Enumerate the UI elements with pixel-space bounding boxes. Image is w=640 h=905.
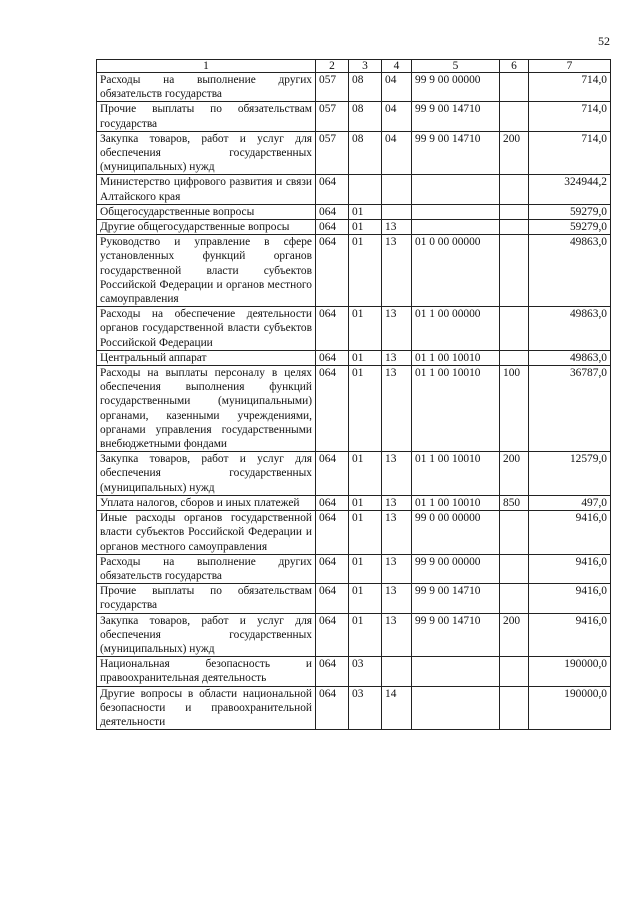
ministry-code-cell: 064 bbox=[316, 686, 349, 730]
ministry-code-cell: 064 bbox=[316, 554, 349, 583]
subsection-code-cell: 13 bbox=[382, 307, 412, 351]
expense-type-cell: 850 bbox=[500, 495, 529, 510]
section-code-cell: 08 bbox=[349, 73, 382, 102]
amount-cell: 49863,0 bbox=[529, 235, 611, 307]
expense-type-cell: 200 bbox=[500, 613, 529, 657]
ministry-code-cell: 064 bbox=[316, 350, 349, 365]
row-name-cell: Расходы на обеспечение деятельности органов государственной власти субъектов Российской Федерации bbox=[97, 307, 316, 351]
amount-cell: 714,0 bbox=[529, 102, 611, 131]
amount-cell: 9416,0 bbox=[529, 613, 611, 657]
target-article-cell bbox=[412, 204, 500, 219]
amount-cell: 190000,0 bbox=[529, 657, 611, 686]
row-name-cell: Прочие выплаты по обязательствам государства bbox=[97, 102, 316, 131]
ministry-code-cell: 064 bbox=[316, 452, 349, 496]
ministry-code-cell: 064 bbox=[316, 204, 349, 219]
table-row bbox=[97, 175, 611, 204]
subsection-code-cell: 13 bbox=[382, 350, 412, 365]
ministry-code-cell: 064 bbox=[316, 235, 349, 307]
section-code-cell: 03 bbox=[349, 657, 382, 686]
subsection-code-cell: 04 bbox=[382, 73, 412, 102]
ministry-code-cell: 064 bbox=[316, 220, 349, 235]
ministry-code-cell: 057 bbox=[316, 73, 349, 102]
header-row bbox=[97, 60, 611, 73]
subsection-code-cell: 13 bbox=[382, 366, 412, 452]
amount-cell: 9416,0 bbox=[529, 511, 611, 555]
ministry-code-cell: 064 bbox=[316, 657, 349, 686]
section-code-cell: 01 bbox=[349, 511, 382, 555]
expense-type-cell bbox=[500, 657, 529, 686]
table-row bbox=[97, 686, 611, 730]
target-article-cell bbox=[412, 175, 500, 204]
amount-cell: 497,0 bbox=[529, 495, 611, 510]
expense-type-cell: 200 bbox=[500, 452, 529, 496]
section-code-cell: 01 bbox=[349, 554, 382, 583]
target-article-cell bbox=[412, 657, 500, 686]
table-row bbox=[97, 131, 611, 175]
amount-cell: 49863,0 bbox=[529, 307, 611, 351]
amount-cell: 59279,0 bbox=[529, 220, 611, 235]
subsection-code-cell: 13 bbox=[382, 511, 412, 555]
subsection-code-cell bbox=[382, 204, 412, 219]
target-article-cell: 99 9 00 00000 bbox=[412, 554, 500, 583]
table-row bbox=[97, 235, 611, 307]
expense-type-cell bbox=[500, 307, 529, 351]
target-article-cell: 99 0 00 00000 bbox=[412, 511, 500, 555]
table-row bbox=[97, 220, 611, 235]
table-row bbox=[97, 350, 611, 365]
section-code-cell: 01 bbox=[349, 350, 382, 365]
target-article-cell: 99 9 00 14710 bbox=[412, 584, 500, 613]
column-header: 6 bbox=[500, 60, 529, 73]
table-row bbox=[97, 204, 611, 219]
column-header: 2 bbox=[316, 60, 349, 73]
table-row bbox=[97, 452, 611, 496]
amount-cell: 324944,2 bbox=[529, 175, 611, 204]
amount-cell: 59279,0 bbox=[529, 204, 611, 219]
amount-cell: 12579,0 bbox=[529, 452, 611, 496]
target-article-cell: 01 1 00 10010 bbox=[412, 350, 500, 365]
expense-type-cell bbox=[500, 220, 529, 235]
row-name-cell: Расходы на выполнение других обязательств государства bbox=[97, 554, 316, 583]
table-row bbox=[97, 511, 611, 555]
ministry-code-cell: 057 bbox=[316, 102, 349, 131]
row-name-cell: Иные расходы органов государственной власти субъектов Российской Федерации и органов местного самоуправления bbox=[97, 511, 316, 555]
row-name-cell: Другие вопросы в области национальной безопасности и правоохранительной деятельности bbox=[97, 686, 316, 730]
expense-type-cell bbox=[500, 102, 529, 131]
subsection-code-cell: 13 bbox=[382, 554, 412, 583]
row-name-cell: Общегосударственные вопросы bbox=[97, 204, 316, 219]
section-code-cell: 01 bbox=[349, 366, 382, 452]
column-header: 3 bbox=[349, 60, 382, 73]
section-code-cell: 01 bbox=[349, 235, 382, 307]
subsection-code-cell: 13 bbox=[382, 613, 412, 657]
row-name-cell: Прочие выплаты по обязательствам государства bbox=[97, 584, 316, 613]
amount-cell: 49863,0 bbox=[529, 350, 611, 365]
section-code-cell: 01 bbox=[349, 613, 382, 657]
amount-cell: 714,0 bbox=[529, 73, 611, 102]
row-name-cell: Министерство цифрового развития и связи Алтайского края bbox=[97, 175, 316, 204]
expense-type-cell bbox=[500, 686, 529, 730]
expense-type-cell bbox=[500, 350, 529, 365]
target-article-cell: 01 1 00 10010 bbox=[412, 366, 500, 452]
target-article-cell: 01 0 00 00000 bbox=[412, 235, 500, 307]
target-article-cell: 01 1 00 10010 bbox=[412, 495, 500, 510]
section-code-cell bbox=[349, 175, 382, 204]
expense-type-cell bbox=[500, 235, 529, 307]
section-code-cell: 01 bbox=[349, 584, 382, 613]
expense-type-cell bbox=[500, 584, 529, 613]
row-name-cell: Руководство и управление в сфере установленных функций органов государственной власти субъектов Российской Федерации и органов местного самоуправления bbox=[97, 235, 316, 307]
subsection-code-cell bbox=[382, 175, 412, 204]
subsection-code-cell bbox=[382, 657, 412, 686]
row-name-cell: Закупка товаров, работ и услуг для обеспечения государственных (муниципальных) нужд bbox=[97, 131, 316, 175]
column-header: 1 bbox=[97, 60, 316, 73]
subsection-code-cell: 04 bbox=[382, 102, 412, 131]
expense-type-cell: 100 bbox=[500, 366, 529, 452]
target-article-cell: 01 1 00 00000 bbox=[412, 307, 500, 351]
expense-type-cell bbox=[500, 204, 529, 219]
section-code-cell: 01 bbox=[349, 204, 382, 219]
subsection-code-cell: 13 bbox=[382, 495, 412, 510]
ministry-code-cell: 064 bbox=[316, 495, 349, 510]
section-code-cell: 08 bbox=[349, 131, 382, 175]
ministry-code-cell: 064 bbox=[316, 175, 349, 204]
amount-cell: 36787,0 bbox=[529, 366, 611, 452]
subsection-code-cell: 13 bbox=[382, 584, 412, 613]
subsection-code-cell: 13 bbox=[382, 220, 412, 235]
expense-type-cell bbox=[500, 73, 529, 102]
amount-cell: 9416,0 bbox=[529, 584, 611, 613]
target-article-cell bbox=[412, 686, 500, 730]
target-article-cell: 99 9 00 14710 bbox=[412, 131, 500, 175]
amount-cell: 714,0 bbox=[529, 131, 611, 175]
target-article-cell: 99 9 00 00000 bbox=[412, 73, 500, 102]
section-code-cell: 01 bbox=[349, 220, 382, 235]
ministry-code-cell: 064 bbox=[316, 307, 349, 351]
row-name-cell: Другие общегосударственные вопросы bbox=[97, 220, 316, 235]
ministry-code-cell: 064 bbox=[316, 584, 349, 613]
subsection-code-cell: 14 bbox=[382, 686, 412, 730]
column-header: 7 bbox=[529, 60, 611, 73]
row-name-cell: Закупка товаров, работ и услуг для обеспечения государственных (муниципальных) нужд bbox=[97, 613, 316, 657]
target-article-cell: 01 1 00 10010 bbox=[412, 452, 500, 496]
row-name-cell: Расходы на выполнение других обязательств государства bbox=[97, 73, 316, 102]
table-row bbox=[97, 554, 611, 583]
page-number: 52 bbox=[598, 34, 610, 48]
table-body bbox=[97, 73, 611, 730]
target-article-cell: 99 9 00 14710 bbox=[412, 613, 500, 657]
section-code-cell: 01 bbox=[349, 307, 382, 351]
subsection-code-cell: 13 bbox=[382, 235, 412, 307]
row-name-cell: Центральный аппарат bbox=[97, 350, 316, 365]
expense-type-cell bbox=[500, 554, 529, 583]
expense-type-cell bbox=[500, 175, 529, 204]
expense-type-cell bbox=[500, 511, 529, 555]
column-header: 5 bbox=[412, 60, 500, 73]
row-name-cell: Закупка товаров, работ и услуг для обеспечения государственных (муниципальных) нужд bbox=[97, 452, 316, 496]
table-row bbox=[97, 366, 611, 452]
table-row bbox=[97, 584, 611, 613]
table-row bbox=[97, 657, 611, 686]
table-row bbox=[97, 495, 611, 510]
target-article-cell bbox=[412, 220, 500, 235]
subsection-code-cell: 04 bbox=[382, 131, 412, 175]
table-row bbox=[97, 102, 611, 131]
ministry-code-cell: 064 bbox=[316, 511, 349, 555]
section-code-cell: 08 bbox=[349, 102, 382, 131]
section-code-cell: 01 bbox=[349, 452, 382, 496]
row-name-cell: Национальная безопасность и правоохранительная деятельность bbox=[97, 657, 316, 686]
section-code-cell: 03 bbox=[349, 686, 382, 730]
target-article-cell: 99 9 00 14710 bbox=[412, 102, 500, 131]
amount-cell: 190000,0 bbox=[529, 686, 611, 730]
table-row bbox=[97, 307, 611, 351]
expense-type-cell: 200 bbox=[500, 131, 529, 175]
ministry-code-cell: 064 bbox=[316, 613, 349, 657]
section-code-cell: 01 bbox=[349, 495, 382, 510]
ministry-code-cell: 057 bbox=[316, 131, 349, 175]
ministry-code-cell: 064 bbox=[316, 366, 349, 452]
table-row bbox=[97, 613, 611, 657]
table-row bbox=[97, 73, 611, 102]
column-header: 4 bbox=[382, 60, 412, 73]
budget-table bbox=[96, 59, 611, 730]
row-name-cell: Расходы на выплаты персоналу в целях обеспечения выполнения функций государственными (муниципальными) органами, казенными учреждениями, органами управления государственными внебюджетными фондами bbox=[97, 366, 316, 452]
row-name-cell: Уплата налогов, сборов и иных платежей bbox=[97, 495, 316, 510]
subsection-code-cell: 13 bbox=[382, 452, 412, 496]
amount-cell: 9416,0 bbox=[529, 554, 611, 583]
